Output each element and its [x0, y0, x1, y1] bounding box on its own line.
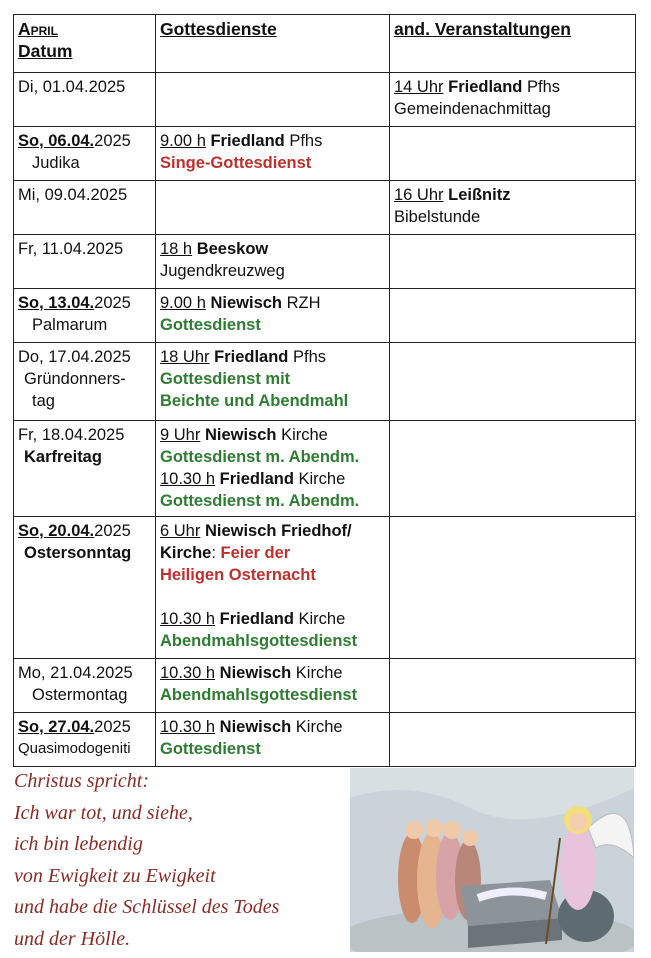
entry-line [160, 490, 385, 512]
entry-service-title: Singe-Gottesdienst [160, 154, 312, 172]
entry-location: Kirche [276, 426, 328, 444]
date-cell [14, 343, 156, 421]
entry-line [160, 608, 385, 630]
table-header-row [14, 15, 636, 73]
events-cell [390, 235, 636, 289]
services-cell [156, 343, 390, 421]
entry-location: Kirche [293, 610, 346, 628]
events-cell [390, 181, 636, 235]
entry-line [394, 206, 631, 228]
table-row [14, 343, 636, 421]
date: Mi, 09.04.2025 [18, 186, 128, 204]
liturgical-day: Gründonners- [24, 370, 126, 388]
entry-service-title: Heiligen Osternacht [160, 566, 316, 584]
date-cell [14, 181, 156, 235]
entry-location: Pfhs [288, 348, 326, 366]
date [18, 130, 151, 152]
liturgical-day: Judika [32, 154, 80, 172]
liturgical-day: Karfreitag [24, 448, 102, 466]
entry-place: Kirche [160, 544, 212, 562]
table-row [14, 713, 636, 767]
entry-time: 16 Uhr [394, 186, 444, 204]
services-cell [156, 659, 390, 713]
entry-line [160, 390, 385, 412]
entry-line [160, 446, 385, 468]
entry-time: 9.00 h [160, 132, 206, 150]
entry-place: Friedland [210, 132, 285, 150]
quote-line: ich bin lebendig [14, 833, 143, 855]
entry-time: 10.30 h [160, 470, 216, 488]
date-cell [14, 235, 156, 289]
entry-line [160, 130, 385, 152]
events-cell [390, 343, 636, 421]
entry-line [160, 468, 385, 490]
table-row [14, 235, 636, 289]
date [18, 716, 151, 738]
quote-line: Christus spricht: [14, 770, 150, 792]
entry-place: Niewisch [219, 718, 292, 736]
resurrection-angel-women-at-tomb-illustration [350, 768, 634, 952]
liturgical-day: Ostermontag [32, 686, 128, 704]
entry-place: Leißnitz [448, 186, 511, 204]
entry-service-title: Gottesdienst m. Abendm. [160, 448, 360, 466]
table-row [14, 659, 636, 713]
entry-service-title: Feier der [220, 544, 291, 562]
entry-time: 14 Uhr [394, 78, 444, 96]
events-cell [390, 659, 636, 713]
date-cell [14, 659, 156, 713]
date-cell [14, 73, 156, 127]
entry-time: 9.00 h [160, 294, 206, 312]
entry-time: 6 Uhr [160, 522, 201, 540]
date-year: 2025 [94, 132, 131, 150]
entry-line [160, 260, 385, 282]
services-cell [156, 127, 390, 181]
date-cell [14, 713, 156, 767]
entry-time: 10.30 h [160, 610, 216, 628]
date-bold: So, 20.04. [18, 522, 95, 540]
services-cell [156, 517, 390, 659]
date-bold: So, 06.04. [18, 132, 95, 150]
entry-time: 9 Uhr [160, 426, 201, 444]
date-cell [14, 289, 156, 343]
entry-location: Kirche [291, 718, 343, 736]
entry-line [394, 98, 631, 120]
services-cell [156, 181, 390, 235]
entry-line [160, 738, 385, 760]
entry-location: Kirche [293, 470, 346, 488]
entry-service-title: Gottesdienst [160, 316, 261, 334]
entry-separator: : [211, 544, 221, 562]
entry-service-title: Gottesdienst [160, 740, 261, 758]
entry-place: Beeskow [196, 240, 269, 258]
events-cell [390, 713, 636, 767]
entry-place: Friedland [219, 470, 294, 488]
entry-line [160, 542, 385, 564]
entry-line [160, 662, 385, 684]
date [18, 292, 151, 314]
table-row [14, 73, 636, 127]
entry-service-title: Gottesdienst mit [160, 370, 291, 388]
entry-line [160, 630, 385, 652]
entry-line [160, 586, 385, 608]
entry-line [160, 368, 385, 390]
quote-line: und habe die Schlüssel des Todes [14, 896, 280, 918]
entry-location: Pfhs [522, 78, 560, 96]
entry-place: Niewisch [210, 294, 282, 312]
events-cell [390, 73, 636, 127]
entry-place: Niewisch [204, 426, 277, 444]
entry-line [160, 346, 385, 368]
entry-text: Jugendkreuzweg [160, 262, 285, 280]
entry-time: 18 Uhr [160, 348, 210, 366]
liturgical-day: tag [32, 392, 55, 410]
entry-time: 10.30 h [160, 664, 216, 682]
services-cell [156, 713, 390, 767]
date-year: 2025 [94, 294, 131, 312]
date: Di, 01.04.2025 [18, 78, 126, 96]
events-cell [390, 289, 636, 343]
quote-line: Ich war tot, und siehe, [14, 801, 193, 824]
table-row [14, 127, 636, 181]
entry-text: Bibelstunde [394, 208, 481, 226]
table-row [14, 181, 636, 235]
services-cell [156, 73, 390, 127]
liturgical-day: Ostersonntag [24, 544, 132, 562]
schedule-table [13, 14, 636, 767]
entry-line [160, 292, 385, 314]
entry-line [394, 76, 631, 98]
events-cell [390, 127, 636, 181]
date [18, 520, 151, 542]
entry-line [160, 716, 385, 738]
entry-line [160, 314, 385, 336]
services-cell [156, 235, 390, 289]
table-row [14, 517, 636, 659]
entry-line [160, 424, 385, 446]
entry-line [160, 564, 385, 586]
liturgical-day: Quasimodogeniti [18, 740, 131, 757]
bible-quote [14, 766, 344, 955]
date-year: 2025 [94, 718, 131, 736]
entry-time: 10.30 h [160, 718, 216, 736]
entry-place: Friedland [448, 78, 523, 96]
entry-place: Friedland [214, 348, 289, 366]
entry-place: Niewisch [219, 664, 292, 682]
header-events: and. Veranstaltungen [390, 15, 636, 73]
entry-place: Niewisch Friedhof/ [204, 522, 352, 540]
date-cell [14, 517, 156, 659]
date: Mo, 21.04.2025 [18, 664, 133, 682]
header-services: Gottesdienste [156, 15, 390, 73]
entry-location: Pfhs [284, 132, 323, 150]
entry-line [160, 152, 385, 174]
date-bold: So, 13.04. [18, 294, 95, 312]
services-cell [156, 421, 390, 517]
entry-service-title: Beichte und Abendmahl [160, 392, 349, 410]
date: Fr, 11.04.2025 [18, 240, 124, 258]
table-row [14, 421, 636, 517]
entry-time: 18 h [160, 240, 193, 258]
entry-location: RZH [282, 294, 321, 312]
liturgical-day: Palmarum [32, 316, 108, 334]
quote-line: von Ewigkeit zu Ewigkeit [14, 864, 216, 887]
entry-line [160, 238, 385, 260]
entry-text: Gemeindenachmittag [394, 100, 551, 118]
events-cell [390, 517, 636, 659]
entry-service-title: Abendmahlsgottesdienst [160, 632, 358, 650]
date-cell [14, 127, 156, 181]
quote-line: und der Hölle. [14, 927, 131, 950]
table-row [14, 289, 636, 343]
services-cell [156, 289, 390, 343]
entry-line [394, 184, 631, 206]
events-cell [390, 421, 636, 517]
date: Do, 17.04.2025 [18, 348, 131, 366]
entry-service-title: Abendmahlsgottesdienst [160, 686, 358, 704]
entry-place: Friedland [219, 610, 294, 628]
date-year: 2025 [94, 522, 131, 540]
entry-line [160, 684, 385, 706]
header-date: April Datum [14, 15, 156, 73]
entry-location: Kirche [291, 664, 343, 682]
date-cell [14, 421, 156, 517]
date-bold: So, 27.04. [18, 718, 95, 736]
entry-line [160, 520, 385, 542]
date: Fr, 18.04.2025 [18, 426, 125, 444]
entry-service-title: Gottesdienst m. Abendm. [160, 492, 360, 510]
